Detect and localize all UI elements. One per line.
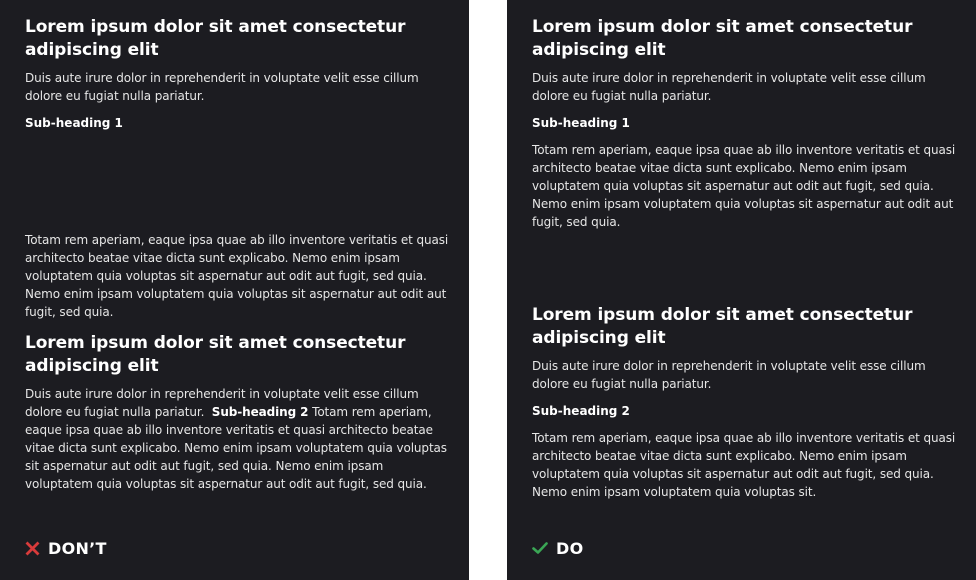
sub-heading: Sub-heading 1	[532, 116, 630, 130]
block-intro: Duis aute irure dolor in reprehenderit in voluptate velit esse cillum dolore eu fugiat nulla pariatur.	[532, 359, 926, 391]
inline-sub-heading: Sub-heading 2	[211, 405, 309, 419]
detached-body-text	[25, 231, 451, 321]
do-example-panel	[507, 0, 976, 580]
body-text: Totam rem aperiam, eaque ipsa quae ab illo inventore veritatis et quasi architecto beatae vitae dicta sunt explicabo. Nemo enim ipsam voluptatem quia voluptas sit aspernatur aut odit aut fugit, sed quia. Nemo enim ipsam voluptatem quia voluptas sit aspernatur aut odit aut fugit, sed quia.	[25, 405, 447, 491]
text-block-1	[25, 16, 451, 132]
dont-label-text: DON’T	[48, 538, 107, 558]
intro-text: Duis aute irure dolor in reprehenderit in voluptate velit esse cillum dolore eu fugiat nulla pariatur.	[25, 387, 419, 419]
do-label-text: DO	[556, 538, 584, 558]
block-body: Totam rem aperiam, eaque ipsa quae ab illo inventore veritatis et quasi architecto beatae vitae dicta sunt explicabo. Nemo enim ipsam voluptatem quia voluptas sit aspernatur aut odit aut fugit, sed quia. Nemo enim ipsam voluptatem quia voluptas sit aspernatur aut odit aut fugit, sed quia.	[25, 233, 449, 319]
block-heading: Lorem ipsum dolor sit amet consectetur adipiscing elit	[25, 17, 406, 60]
block-body: Totam rem aperiam, eaque ipsa quae ab illo inventore veritatis et quasi architecto beatae vitae dicta sunt explicabo. Nemo enim ipsam voluptatem quia voluptas sit aspernatur aut odit aut fugit, sed quia. Nemo enim ipsam voluptatem quia voluptas sit.	[532, 431, 956, 499]
check-icon	[532, 541, 548, 555]
text-block-2	[25, 332, 451, 493]
sub-heading: Sub-heading 1	[25, 116, 123, 130]
sub-heading: Sub-heading 2	[532, 404, 630, 418]
block-heading: Lorem ipsum dolor sit amet consectetur adipiscing elit	[25, 333, 406, 376]
block-heading: Lorem ipsum dolor sit amet consectetur adipiscing elit	[532, 305, 913, 348]
dont-example-panel	[0, 0, 469, 580]
do-label	[532, 537, 583, 559]
block-intro: Duis aute irure dolor in reprehenderit in voluptate velit esse cillum dolore eu fugiat nulla pariatur.	[532, 71, 926, 103]
block-body: Totam rem aperiam, eaque ipsa quae ab illo inventore veritatis et quasi architecto beatae vitae dicta sunt explicabo. Nemo enim ipsam voluptatem quia voluptas sit aspernatur aut odit aut fugit, sed quia. Nemo enim ipsam voluptatem quia voluptas sit aspernatur aut odit aut fugit, sed quia.	[532, 143, 956, 229]
block-intro: Duis aute irure dolor in reprehenderit in voluptate velit esse cillum dolore eu fugiat nulla pariatur.	[25, 71, 419, 103]
block-heading: Lorem ipsum dolor sit amet consectetur adipiscing elit	[532, 17, 913, 60]
text-block-1	[532, 16, 958, 231]
text-block-2	[532, 304, 958, 501]
dont-label	[25, 537, 107, 559]
cross-icon	[25, 541, 40, 556]
block-intro-inline	[25, 385, 451, 493]
